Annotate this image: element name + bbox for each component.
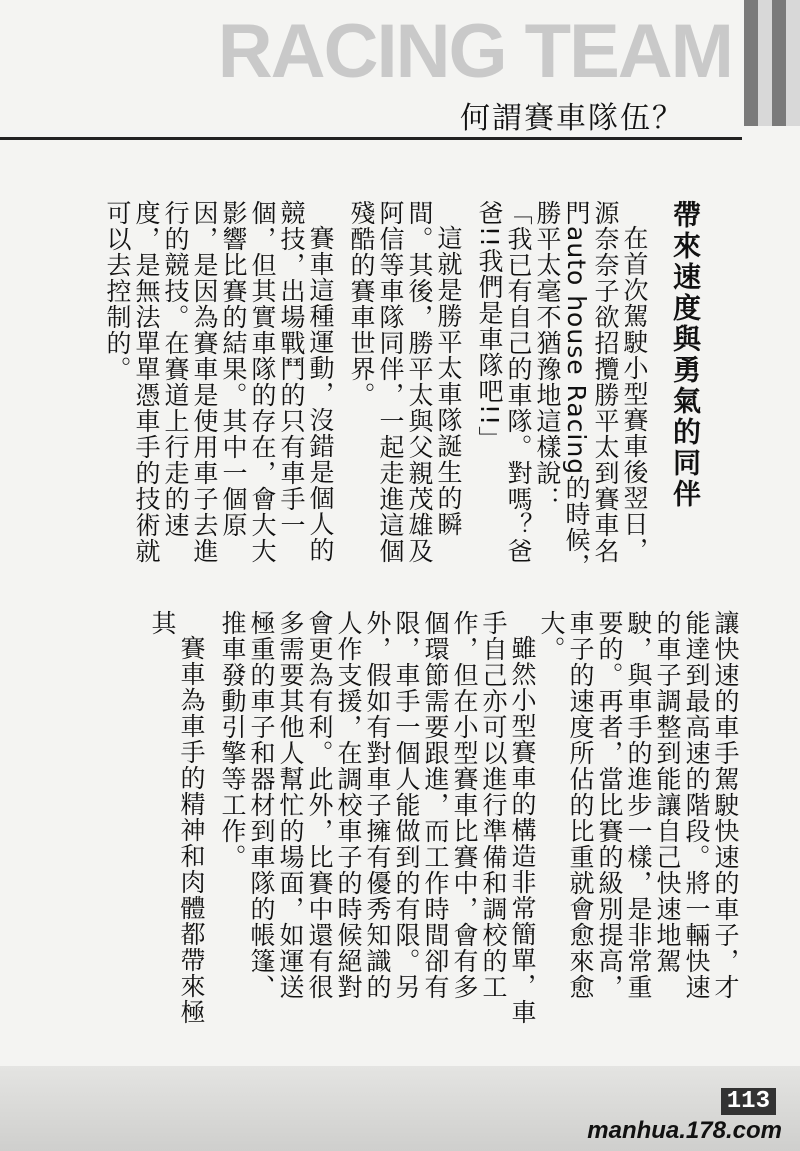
- quote-paragraph: 「我已有自己的車隊。對嗎？爸爸!!我們是車隊吧!!」: [475, 200, 533, 564]
- paragraph: 賽車這種運動，沒錯是個人的競技，出場戰鬥的只有車手一個，但其實車隊的存在，會大大影響比賽的結果。其中一個原因，是因為賽車是使用車子去進行的競技。在賽道上行走的速度，是無法單單憑車手的技術就可以去控制的。: [103, 200, 335, 564]
- header-divider: [0, 137, 742, 140]
- article-heading: 帶來速度與勇氣的同伴: [669, 200, 702, 510]
- paragraph: 讓快速的車手駕駛快速的車子，才能達到最高速的階段。將一輛快速的車子調整到能讓自己快速地駕駛，與車手的進步一樣，是非常重要的。再者，當比賽的級別提高，車子的速度所佔的比重就會愈來愈大。: [537, 610, 740, 1000]
- paragraph: 在首次駕駛小型賽車後翌日，源奈奈子欲招攬勝平太到賽車名門auto house Racing的時候，勝平太毫不猶豫地這樣說：: [533, 200, 649, 580]
- article-upper-section: [103, 200, 700, 580]
- paragraph: 這就是勝平太車隊誕生的瞬間。其後，勝平太與父親茂雄及阿信等車隊同伴，一起走進這個殘酷的賽車世界。: [347, 200, 463, 564]
- page-number: 113: [721, 1088, 776, 1115]
- paragraph: 雖然小型賽車的構造非常簡單，車手自己亦可以進行準備和調校的工作，但在小型賽車比賽中，會有多個環節需要跟進，而工作時間卻有限，車手一個人能做到的有限。另外，假如有對車子擁有優秀知識的人作支援，在調校車子的時候絕對會更為有利。此外，比賽中還有很多需要其他人幫忙的場面，如運送極重的車子和器材到車隊的帳篷、推車發動引擎等工作。: [218, 610, 537, 1025]
- header-title: RACING TEAM: [217, 9, 732, 94]
- header-subtitle: 何謂賽車隊伍？: [460, 101, 684, 136]
- paragraph: 賽車為車手的精神和肉體都帶來極其: [148, 610, 206, 1025]
- article-lower-section: [136, 610, 740, 1025]
- checkered-flag-decoration: [744, 0, 800, 130]
- watermark: manhua.178.com: [587, 1117, 782, 1144]
